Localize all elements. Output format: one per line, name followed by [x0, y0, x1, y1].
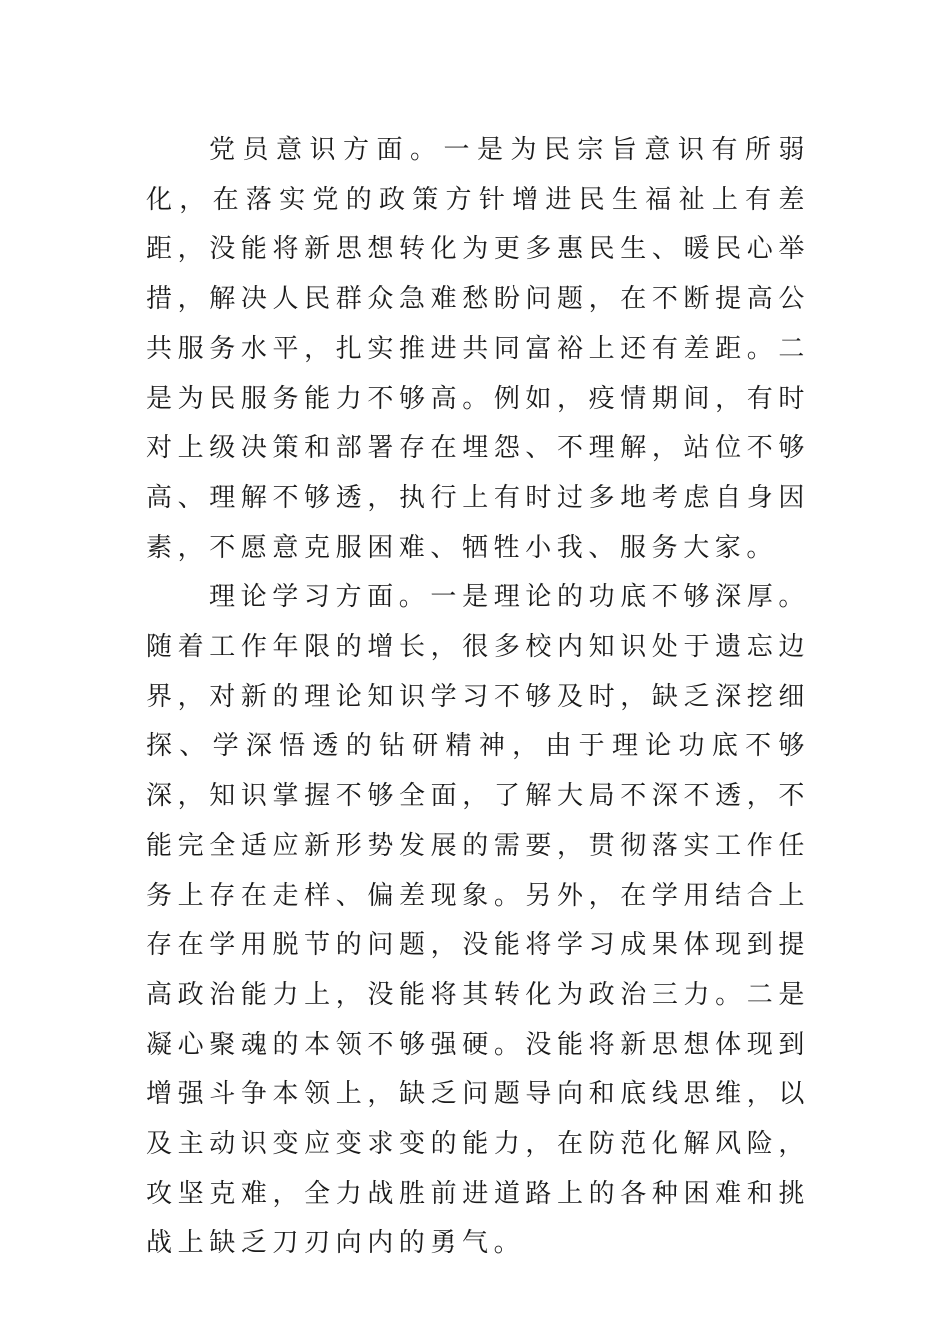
paragraph-theory-study: 理论学习方面。一是理论的功底不够深厚。随着工作年限的增长，很多校内知识处于遗忘边界，对新的理论知识学习不够及时，缺乏深挖细探、学深悟透的钻研精神，由于理论功底不够深，知识掌握不够全面，了解大局不深不透，不能完全适应新形势发展的需要，贯彻落实工作任务上存在走样、偏差现象。另外，在学用结合上存在学用脱节的问题，没能将学习成果体现到提高政治能力上，没能将其转化为政治三力。二是凝心聚魂的本领不够强硬。没能将新思想体现到增强斗争本领上，缺乏问题导向和底线思维，以及主动识变应变求变的能力，在防范化解风险，攻坚克难，全力战胜前进道路上的各种困难和挑战上缺乏刀刃向内的勇气。	[146, 582, 810, 1259]
paragraph-party-awareness: 党员意识方面。一是为民宗旨意识有所弱化，在落实党的政策方针增进民生福祉上有差距，没能将新思想转化为更多惠民生、暖民心举措，解决人民群众急难愁盼问题，在不断提高公共服务水平，扎实推进共同富裕上还有差距。二是为民服务能力不够高。例如，疫情期间，有时对上级决策和部署存在埋怨、不理解，站位不够高、理解不够透，执行上有时过多地考虑自身因素，不愿意克服困难、牺牲小我、服务大家。	[146, 135, 810, 563]
document-body	[146, 126, 810, 1269]
